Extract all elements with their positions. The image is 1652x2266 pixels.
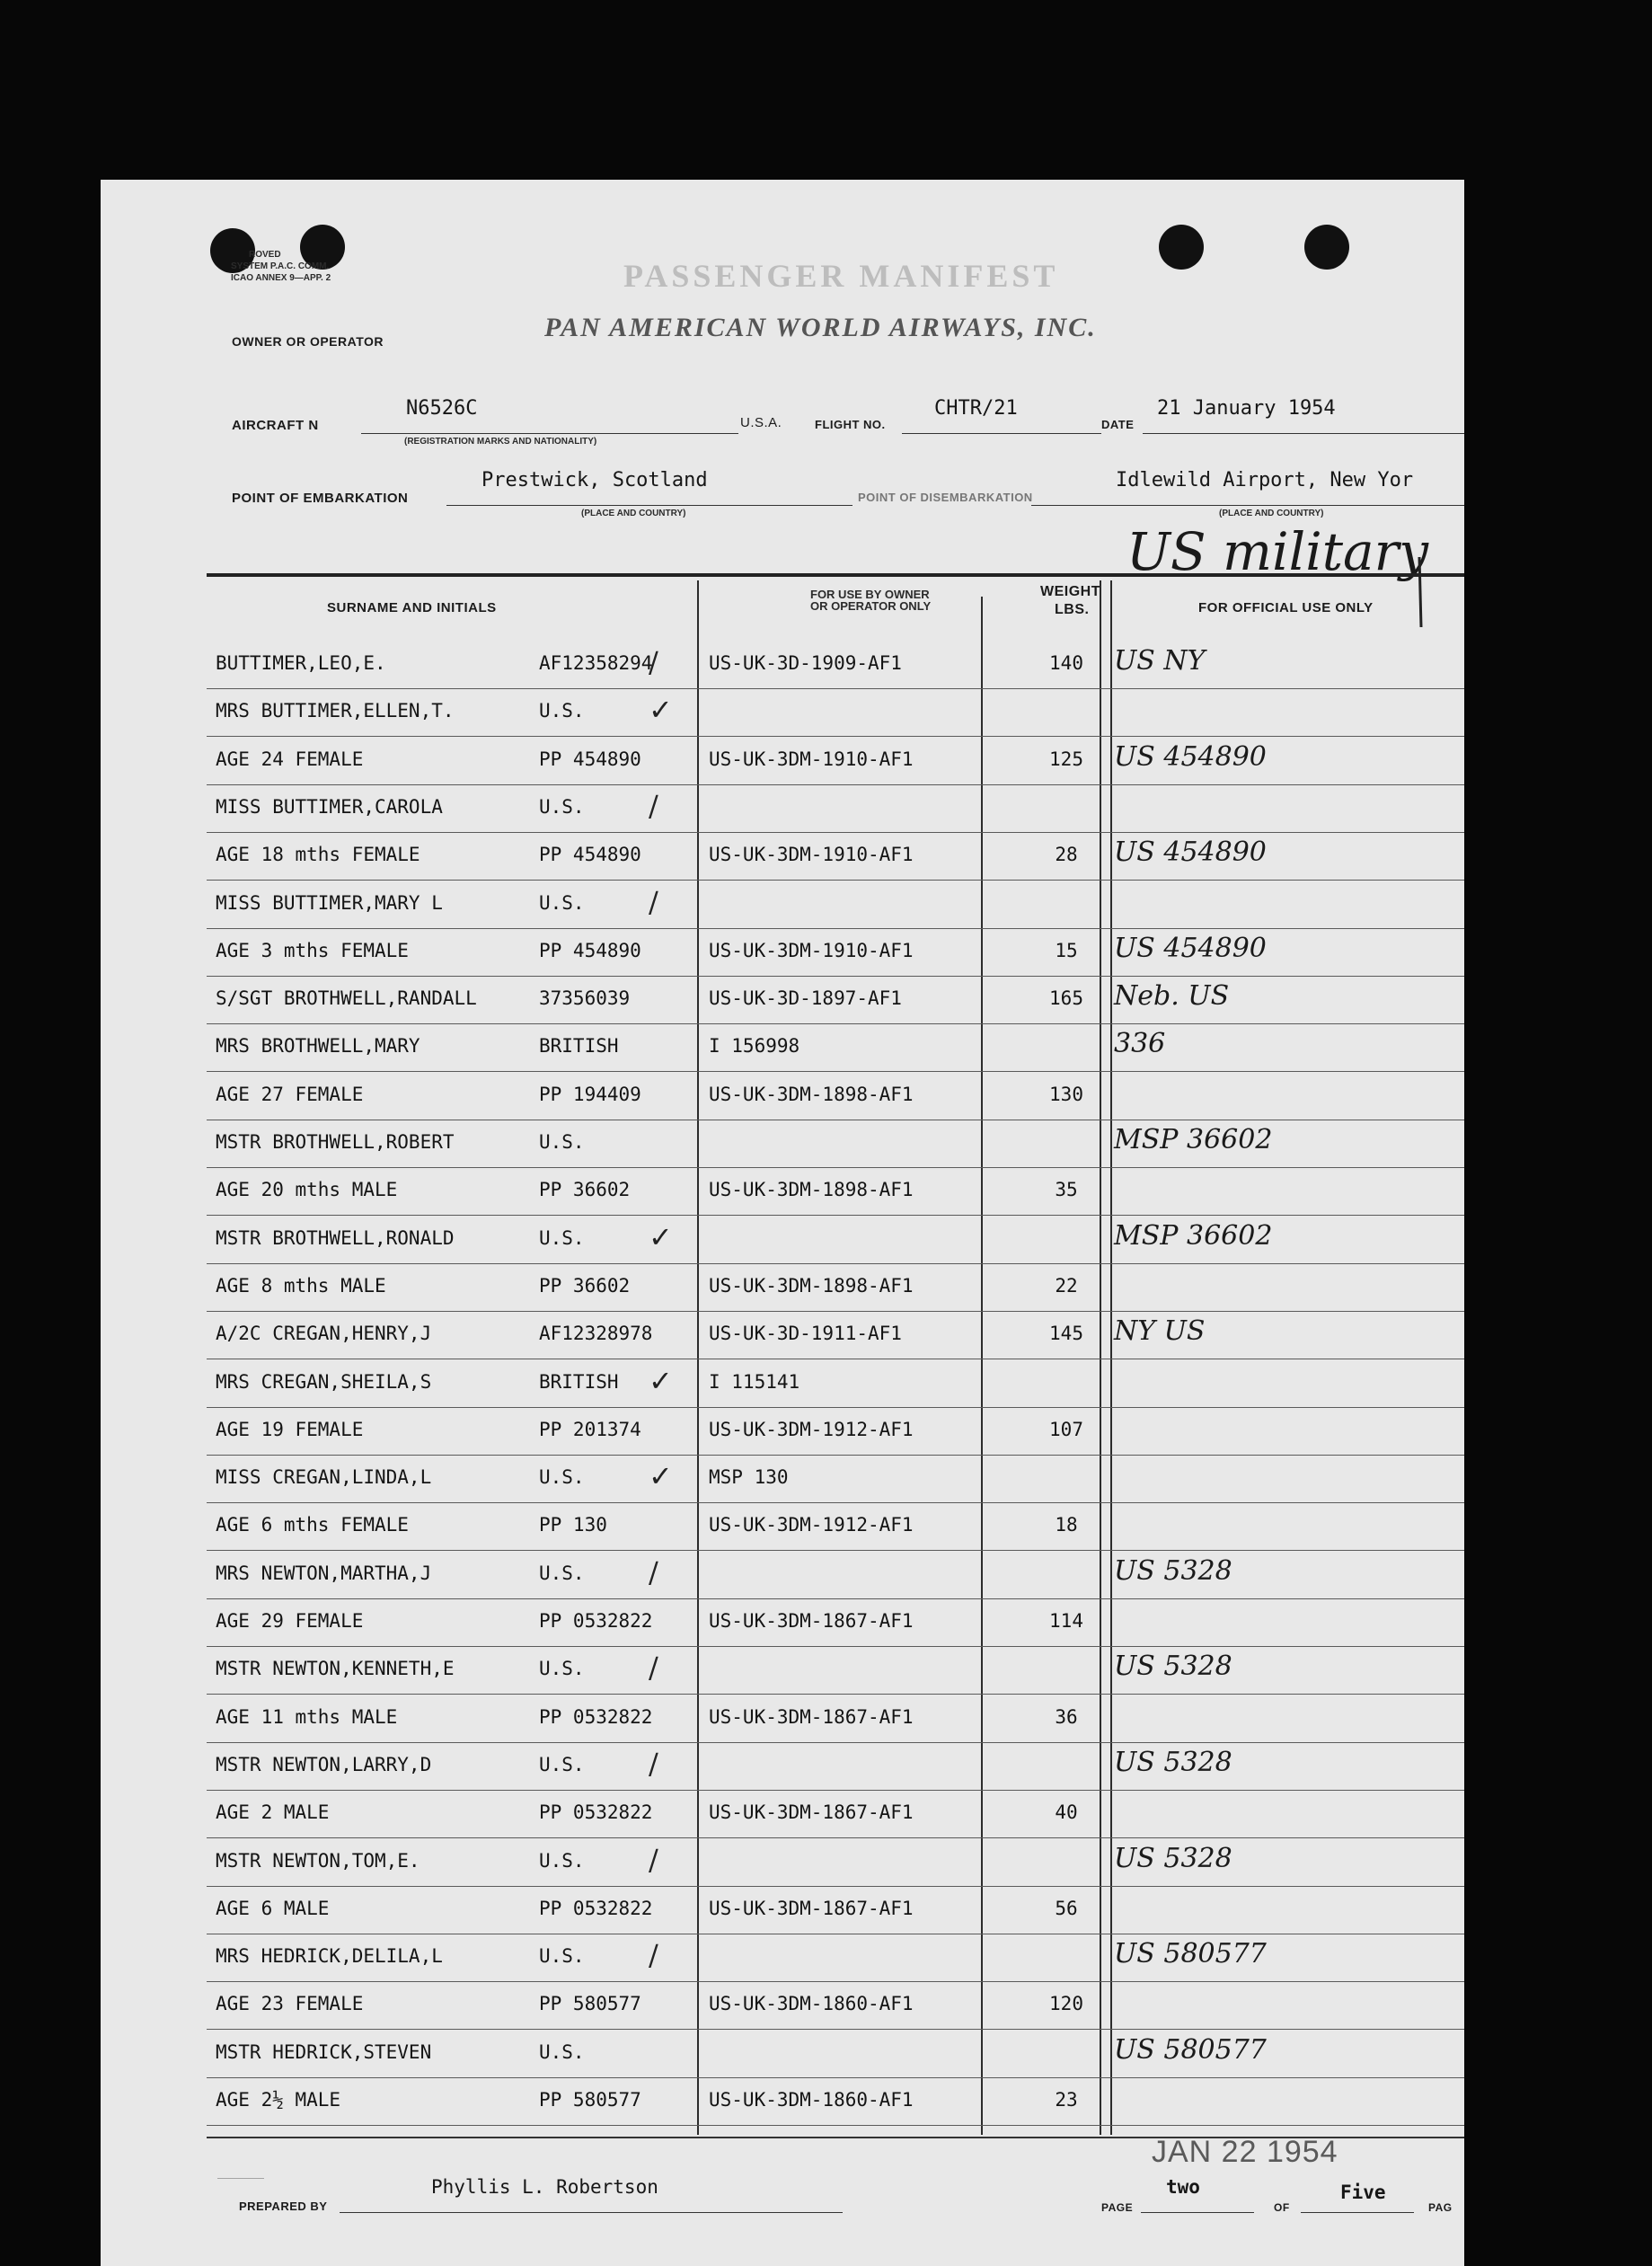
passenger-name: MSTR NEWTON,TOM,E. [216,1850,420,1872]
operator-reference: US-UK-3DM-1910-AF1 [709,844,914,865]
col-official: FOR OFFICIAL USE ONLY [1198,600,1374,615]
passenger-weight: 140 [1049,652,1083,674]
table-row [101,1982,1464,2030]
passenger-weight: 36 [1055,1706,1078,1728]
passenger-weight: 35 [1055,1179,1078,1200]
passenger-document: U.S. [539,2041,585,2063]
check-mark: / [649,1651,658,1685]
check-mark: / [649,789,658,823]
table-row [101,689,1464,737]
usa-label: U.S.A. [740,415,782,430]
official-note: NY US [1114,1315,1206,1347]
operator-reference: US-UK-3DM-1867-AF1 [709,1801,914,1823]
passenger-name: MISS BUTTIMER,CAROLA [216,796,443,818]
table-row [101,2031,1464,2078]
passenger-document: BRITISH [539,1371,619,1393]
passenger-document: PP 454890 [539,844,641,865]
passenger-document: U.S. [539,892,585,914]
check-mark: / [649,645,658,679]
passenger-weight: 107 [1049,1419,1083,1440]
check-mark: / [649,1938,658,1972]
passenger-name: AGE 6 MALE [216,1898,330,1919]
passenger-name: AGE 3 mths FEMALE [216,940,409,961]
row-divider [207,1071,1464,1072]
passenger-name: AGE 29 FEMALE [216,1610,364,1632]
passenger-name: MSTR HEDRICK,STEVEN [216,2041,432,2063]
passenger-name: AGE 24 FEMALE [216,748,364,770]
operator-reference: US-UK-3DM-1910-AF1 [709,940,914,961]
operator-reference: US-UK-3D-1897-AF1 [709,987,902,1009]
passenger-name: AGE 27 FEMALE [216,1084,364,1105]
approval-line-3: ICAO ANNEX 9—APP. 2 [231,273,331,283]
passenger-document: AF12358294 [539,652,653,674]
date-underline [1143,433,1464,434]
passenger-weight: 125 [1049,748,1083,770]
passenger-document: PP 580577 [539,2089,641,2111]
form-title: PASSENGER MANIFEST [623,258,1059,294]
table-row [101,833,1464,881]
table-row [101,881,1464,929]
table-row [101,1168,1464,1216]
passenger-document: 37356039 [539,987,631,1009]
check-mark: ✓ [649,1364,673,1398]
bleed-through-text: ———— [217,2171,264,2184]
table-row [101,929,1464,977]
passenger-name: MRS BROTHWELL,MARY [216,1035,420,1057]
passenger-name: MISS CREGAN,LINDA,L [216,1466,432,1488]
passenger-document: PP 36602 [539,1179,631,1200]
passenger-name: AGE 19 FEMALE [216,1419,364,1440]
punch-hole-right-2 [1304,225,1349,270]
official-note: US 580577 [1114,1938,1267,1969]
operator-reference: US-UK-3DM-1898-AF1 [709,1084,914,1105]
passenger-document: U.S. [539,1658,585,1679]
table-row [101,785,1464,833]
aircraft-underline [361,433,738,434]
col-surname: SURNAME AND INITIALS [327,600,497,615]
approval-line-1: ROVED [249,250,281,260]
passenger-name: MISS BUTTIMER,MARY L [216,892,443,914]
embarkation-value: Prestwick, Scotland [481,469,708,491]
passenger-document: PP 0532822 [539,1610,653,1632]
operator-reference: MSP 130 [709,1466,789,1488]
passenger-document: BRITISH [539,1035,619,1057]
operator-reference: US-UK-3D-1911-AF1 [709,1323,902,1344]
of-value: Five [1340,2182,1386,2203]
official-note: US 5328 [1114,1843,1232,1874]
owner-label: OWNER OR OPERATOR [232,334,384,349]
passenger-weight: 18 [1055,1514,1078,1536]
row-divider [207,736,1464,737]
passenger-name: MSTR NEWTON,KENNETH,E [216,1658,455,1679]
operator-reference: US-UK-3DM-1898-AF1 [709,1275,914,1297]
row-divider [207,2125,1464,2126]
passenger-document: PP 454890 [539,940,641,961]
handwritten-us-military: US military [1126,521,1429,582]
disembarkation-value: Idlewild Airport, New Yor [1116,469,1414,491]
operator-reference: US-UK-3DM-1867-AF1 [709,1898,914,1919]
flight-underline [902,433,1101,434]
passenger-document: PP 130 [539,1514,607,1536]
passenger-name: AGE 6 mths FEMALE [216,1514,409,1536]
operator-reference: US-UK-3DM-1898-AF1 [709,1179,914,1200]
table-row [101,1887,1464,1934]
check-mark: ✓ [649,1220,673,1254]
table-row [101,1408,1464,1456]
passenger-document: PP 454890 [539,748,641,770]
passenger-weight: 23 [1055,2089,1078,2111]
passenger-name: MRS NEWTON,MARTHA,J [216,1562,432,1584]
passenger-weight: 145 [1049,1323,1083,1344]
col-weight-1: WEIGHT [1040,584,1100,599]
passenger-name: AGE 8 mths MALE [216,1275,386,1297]
registration-note: (REGISTRATION MARKS AND NATIONALITY) [404,437,597,447]
passenger-name: MSTR NEWTON,LARRY,D [216,1754,432,1775]
passenger-name: MSTR BROTHWELL,ROBERT [216,1131,455,1153]
table-row [101,1647,1464,1695]
passenger-name: MRS CREGAN,SHEILA,S [216,1371,432,1393]
passenger-weight: 114 [1049,1610,1083,1632]
approval-line-2: SYSTEM P.A.C. COMM. [231,261,330,271]
table-row [101,738,1464,785]
official-note: US 454890 [1114,836,1267,868]
prepared-underline [340,2212,843,2213]
passenger-document: PP 0532822 [539,1801,653,1823]
of-underline [1301,2212,1414,2213]
passenger-document: PP 0532822 [539,1706,653,1728]
passenger-document: U.S. [539,1945,585,1967]
page-suffix: PAG [1428,2201,1453,2214]
official-note: MSP 36602 [1114,1124,1273,1155]
official-note: 336 [1114,1028,1166,1059]
disembarkation-underline [1031,505,1464,506]
official-note: US NY [1114,645,1206,677]
operator-reference: US-UK-3DM-1860-AF1 [709,2089,914,2111]
table-row [101,1695,1464,1743]
operator-reference: US-UK-3DM-1910-AF1 [709,748,914,770]
check-mark: / [649,1555,658,1589]
col-owner-use-2: OR OPERATOR ONLY [810,599,932,613]
table-row [101,2078,1464,2126]
handwritten-stroke [1412,557,1430,629]
place-country-note-2: (PLACE AND COUNTRY) [1219,509,1324,518]
passenger-document: PP 0532822 [539,1898,653,1919]
row-divider [207,2029,1464,2030]
table-row [101,1073,1464,1120]
operator-reference: US-UK-3DM-1860-AF1 [709,1993,914,2014]
passenger-name: AGE 18 mths FEMALE [216,844,420,865]
operator-reference: I 115141 [709,1371,800,1393]
prepared-value: Phyllis L. Robertson [431,2176,658,2198]
row-divider [207,1215,1464,1216]
col-weight-2: LBS. [1055,602,1090,617]
table-row [101,1360,1464,1408]
check-mark: ✓ [649,693,673,727]
row-divider [207,1837,1464,1838]
check-mark: / [649,1843,658,1877]
passenger-document: U.S. [539,1466,585,1488]
check-mark: / [649,885,658,919]
passenger-name: MRS HEDRICK,DELILA,L [216,1945,443,1967]
row-divider [207,1694,1464,1695]
flight-label: FLIGHT NO. [815,418,886,431]
table-row [101,1024,1464,1072]
passenger-name: AGE 2½ MALE [216,2089,341,2111]
passenger-document: U.S. [539,1131,585,1153]
date-stamp: JAN 22 1954 [1152,2135,1338,2169]
official-note: US 5328 [1114,1651,1232,1682]
page-value: two [1166,2176,1200,2198]
table-row [101,1552,1464,1599]
table-row [101,1599,1464,1647]
table-row [101,1217,1464,1264]
passenger-name: BUTTIMER,LEO,E. [216,652,386,674]
table-row [101,1503,1464,1551]
operator-reference: US-UK-3DM-1867-AF1 [709,1706,914,1728]
row-divider [207,1550,1464,1551]
passenger-name: AGE 23 FEMALE [216,1993,364,2014]
table-row [101,1791,1464,1838]
operator-reference: US-UK-3DM-1867-AF1 [709,1610,914,1632]
operator-reference: US-UK-3DM-1912-AF1 [709,1419,914,1440]
passenger-name: MSTR BROTHWELL,RONALD [216,1227,455,1249]
passenger-document: U.S. [539,1562,585,1584]
official-note: MSP 36602 [1114,1220,1273,1252]
table-top-rule [207,573,1464,577]
passenger-document: PP 201374 [539,1419,641,1440]
passenger-weight: 165 [1049,987,1083,1009]
table-row [101,1839,1464,1887]
table-row [101,977,1464,1024]
passenger-document: PP 580577 [539,1993,641,2014]
manifest-page [101,180,1464,2266]
airline-name: PAN AMERICAN WORLD AIRWAYS, INC. [544,313,1097,342]
passenger-weight: 40 [1055,1801,1078,1823]
flight-value: CHTR/21 [934,397,1018,420]
passenger-weight: 22 [1055,1275,1078,1297]
passenger-document: U.S. [539,1850,585,1872]
date-label: DATE [1101,418,1135,431]
operator-reference: US-UK-3DM-1912-AF1 [709,1514,914,1536]
passenger-name: S/SGT BROTHWELL,RANDALL [216,987,477,1009]
passenger-document: PP 194409 [539,1084,641,1105]
col-owner-use-1: FOR USE BY OWNER [810,588,930,601]
passenger-document: U.S. [539,796,585,818]
check-mark: ✓ [649,1459,673,1493]
punch-hole-right-1 [1159,225,1204,270]
operator-reference: I 156998 [709,1035,800,1057]
table-row [101,1264,1464,1312]
date-value: 21 January 1954 [1157,397,1336,420]
passenger-weight: 28 [1055,844,1078,865]
official-note: US 580577 [1114,2034,1267,2066]
page-underline [1141,2212,1254,2213]
passenger-weight: 120 [1049,1993,1083,2014]
place-country-note: (PLACE AND COUNTRY) [581,509,686,518]
passenger-name: MRS BUTTIMER,ELLEN,T. [216,700,455,721]
table-row [101,642,1464,689]
table-row [101,1312,1464,1359]
check-mark: / [649,1747,658,1781]
passenger-weight: 130 [1049,1084,1083,1105]
page-label: PAGE [1101,2201,1134,2214]
passenger-name: AGE 20 mths MALE [216,1179,398,1200]
official-note: US 5328 [1114,1747,1232,1778]
passenger-document: AF12328978 [539,1323,653,1344]
official-note: Neb. US [1114,980,1230,1012]
passenger-document: U.S. [539,700,585,721]
embarkation-underline [446,505,853,506]
official-note: US 454890 [1114,741,1267,773]
passenger-weight: 56 [1055,1898,1078,1919]
passenger-name: AGE 2 MALE [216,1801,330,1823]
aircraft-label: AIRCRAFT N [232,418,319,433]
table-row [101,1120,1464,1168]
prepared-label: PREPARED BY [239,2200,328,2213]
aircraft-value: N6526C [406,397,478,420]
operator-reference: US-UK-3D-1909-AF1 [709,652,902,674]
passenger-name: A/2C CREGAN,HENRY,J [216,1323,432,1344]
passenger-document: U.S. [539,1754,585,1775]
disembarkation-label: POINT OF DISEMBARKATION [858,491,1033,504]
table-row [101,1934,1464,1982]
table-row [101,1743,1464,1791]
embarkation-label: POINT OF EMBARKATION [232,491,409,506]
official-note: US 454890 [1114,933,1267,964]
of-label: OF [1274,2201,1290,2214]
passenger-document: U.S. [539,1227,585,1249]
passenger-name: AGE 11 mths MALE [216,1706,398,1728]
table-row [101,1456,1464,1503]
official-note: US 5328 [1114,1555,1232,1587]
row-divider [207,880,1464,881]
passenger-weight: 15 [1055,940,1078,961]
passenger-document: PP 36602 [539,1275,631,1297]
